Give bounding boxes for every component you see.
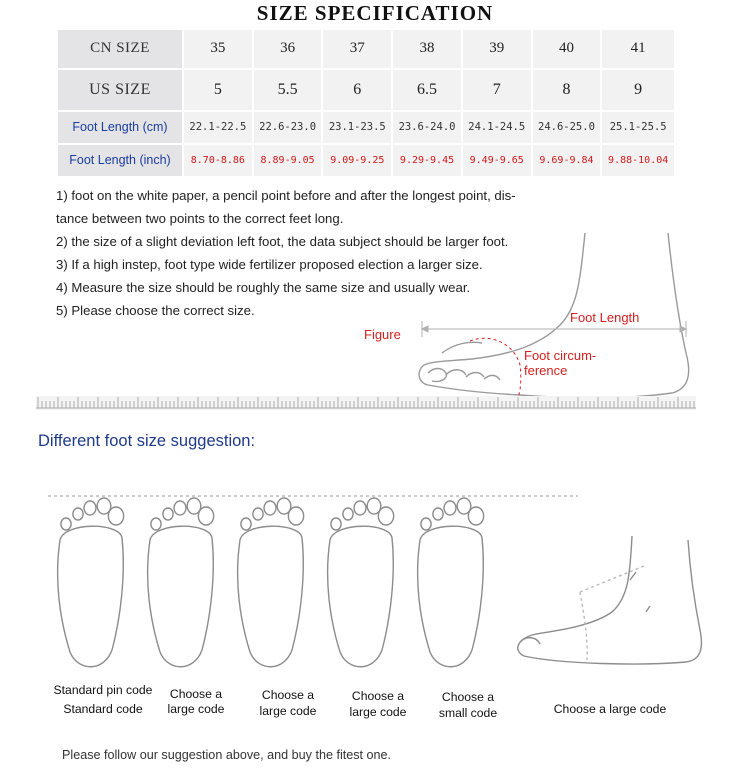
caption-large-c-1: Choose a <box>351 689 405 703</box>
table-row-inch <box>58 145 674 176</box>
foot-narrow-icon <box>418 498 484 667</box>
table-cell: 9 <box>602 70 674 110</box>
size-table <box>56 28 676 178</box>
caption-standard-1: Standard pin code <box>53 683 153 697</box>
table-cell: 8.89-9.05 <box>254 145 322 176</box>
side-foot-icon <box>518 536 702 664</box>
circumference-label-1: Foot circum- <box>524 348 597 363</box>
table-cell: 5 <box>184 70 252 110</box>
foot-long-toe-icon <box>238 498 304 667</box>
table-cell: 6 <box>323 70 391 110</box>
foot-wide-toe-icon <box>148 498 214 667</box>
foot-length-label: Foot Length <box>570 310 640 325</box>
table-cell: 24.1-24.5 <box>463 112 531 143</box>
foot-standard-icon <box>58 498 124 667</box>
figure-label: Figure <box>364 327 401 342</box>
caption-standard-2: Standard code <box>63 702 143 716</box>
circumference-label-2: ference <box>524 363 568 378</box>
instruction-line: 5) Please choose the correct size. <box>56 303 255 318</box>
foot-length-cm-header: Foot Length (cm) <box>58 112 182 143</box>
table-cell: 9.49-9.65 <box>463 145 531 176</box>
table-cell: 23.1-23.5 <box>323 112 391 143</box>
caption-large-b-1: Choose a <box>261 688 315 702</box>
table-cell: 7 <box>463 70 531 110</box>
caption-small-2: small code <box>438 706 498 720</box>
table-cell: 38 <box>393 30 461 68</box>
table-cell: 6.5 <box>393 70 461 110</box>
table-row-cn <box>58 30 674 68</box>
table-cell: 9.09-9.25 <box>323 145 391 176</box>
table-cell: 22.6-23.0 <box>254 112 322 143</box>
table-cell: 24.6-25.0 <box>533 112 601 143</box>
us-size-header: US SIZE <box>58 70 182 110</box>
table-row-cm <box>58 112 674 143</box>
table-cell: 9.29-9.45 <box>393 145 461 176</box>
caption-large-c-2: large code <box>349 705 407 719</box>
table-row-us <box>58 70 674 110</box>
cn-size-header: CN SIZE <box>58 30 182 68</box>
table-cell: 9.69-9.84 <box>533 145 601 176</box>
table-cell: 41 <box>602 30 674 68</box>
foot-wide-arch-icon <box>328 498 394 667</box>
table-cell: 23.6-24.0 <box>393 112 461 143</box>
table-cell: 5.5 <box>254 70 322 110</box>
table-cell: 36 <box>254 30 322 68</box>
instruction-line: 1) foot on the white paper, a pencil point before and after the longest point, dis- <box>56 188 516 203</box>
footer-note: Please follow our suggestion above, and buy the fitest one. <box>62 748 392 762</box>
caption-large-a-1: Choose a <box>169 687 223 701</box>
table-cell: 8 <box>533 70 601 110</box>
table-cell: 40 <box>533 30 601 68</box>
table-cell: 37 <box>323 30 391 68</box>
page-title: SIZE SPECIFICATION <box>256 1 494 25</box>
caption-large-a-2: large code <box>167 702 225 716</box>
caption-side-foot: Choose a large code <box>553 702 667 716</box>
instruction-line: tance between two points to the correct feet long. <box>56 211 344 226</box>
caption-small-1: Choose a <box>441 690 495 704</box>
table-cell: 25.1-25.5 <box>602 112 674 143</box>
ruler-divider <box>36 396 696 410</box>
table-cell: 35 <box>184 30 252 68</box>
table-cell: 22.1-22.5 <box>184 112 252 143</box>
suggestion-heading: Different foot size suggestion: <box>38 432 256 450</box>
instruction-line: 3) If a high instep, foot type wide fertilizer proposed election a larger size. <box>56 257 483 272</box>
table-cell: 9.88-10.04 <box>602 145 674 176</box>
foot-length-inch-header: Foot Length (inch) <box>58 145 182 176</box>
table-cell: 8.70-8.86 <box>184 145 252 176</box>
caption-large-b-2: large code <box>259 704 317 718</box>
instruction-line: 2) the size of a slight deviation left foot, the data subject should be larger foot. <box>56 234 509 249</box>
table-cell: 39 <box>463 30 531 68</box>
foot-suggestion-illustrations <box>40 480 740 680</box>
instruction-line: 4) Measure the size should be roughly the same size and usually wear. <box>56 280 471 295</box>
foot-side-illustration <box>410 225 700 405</box>
